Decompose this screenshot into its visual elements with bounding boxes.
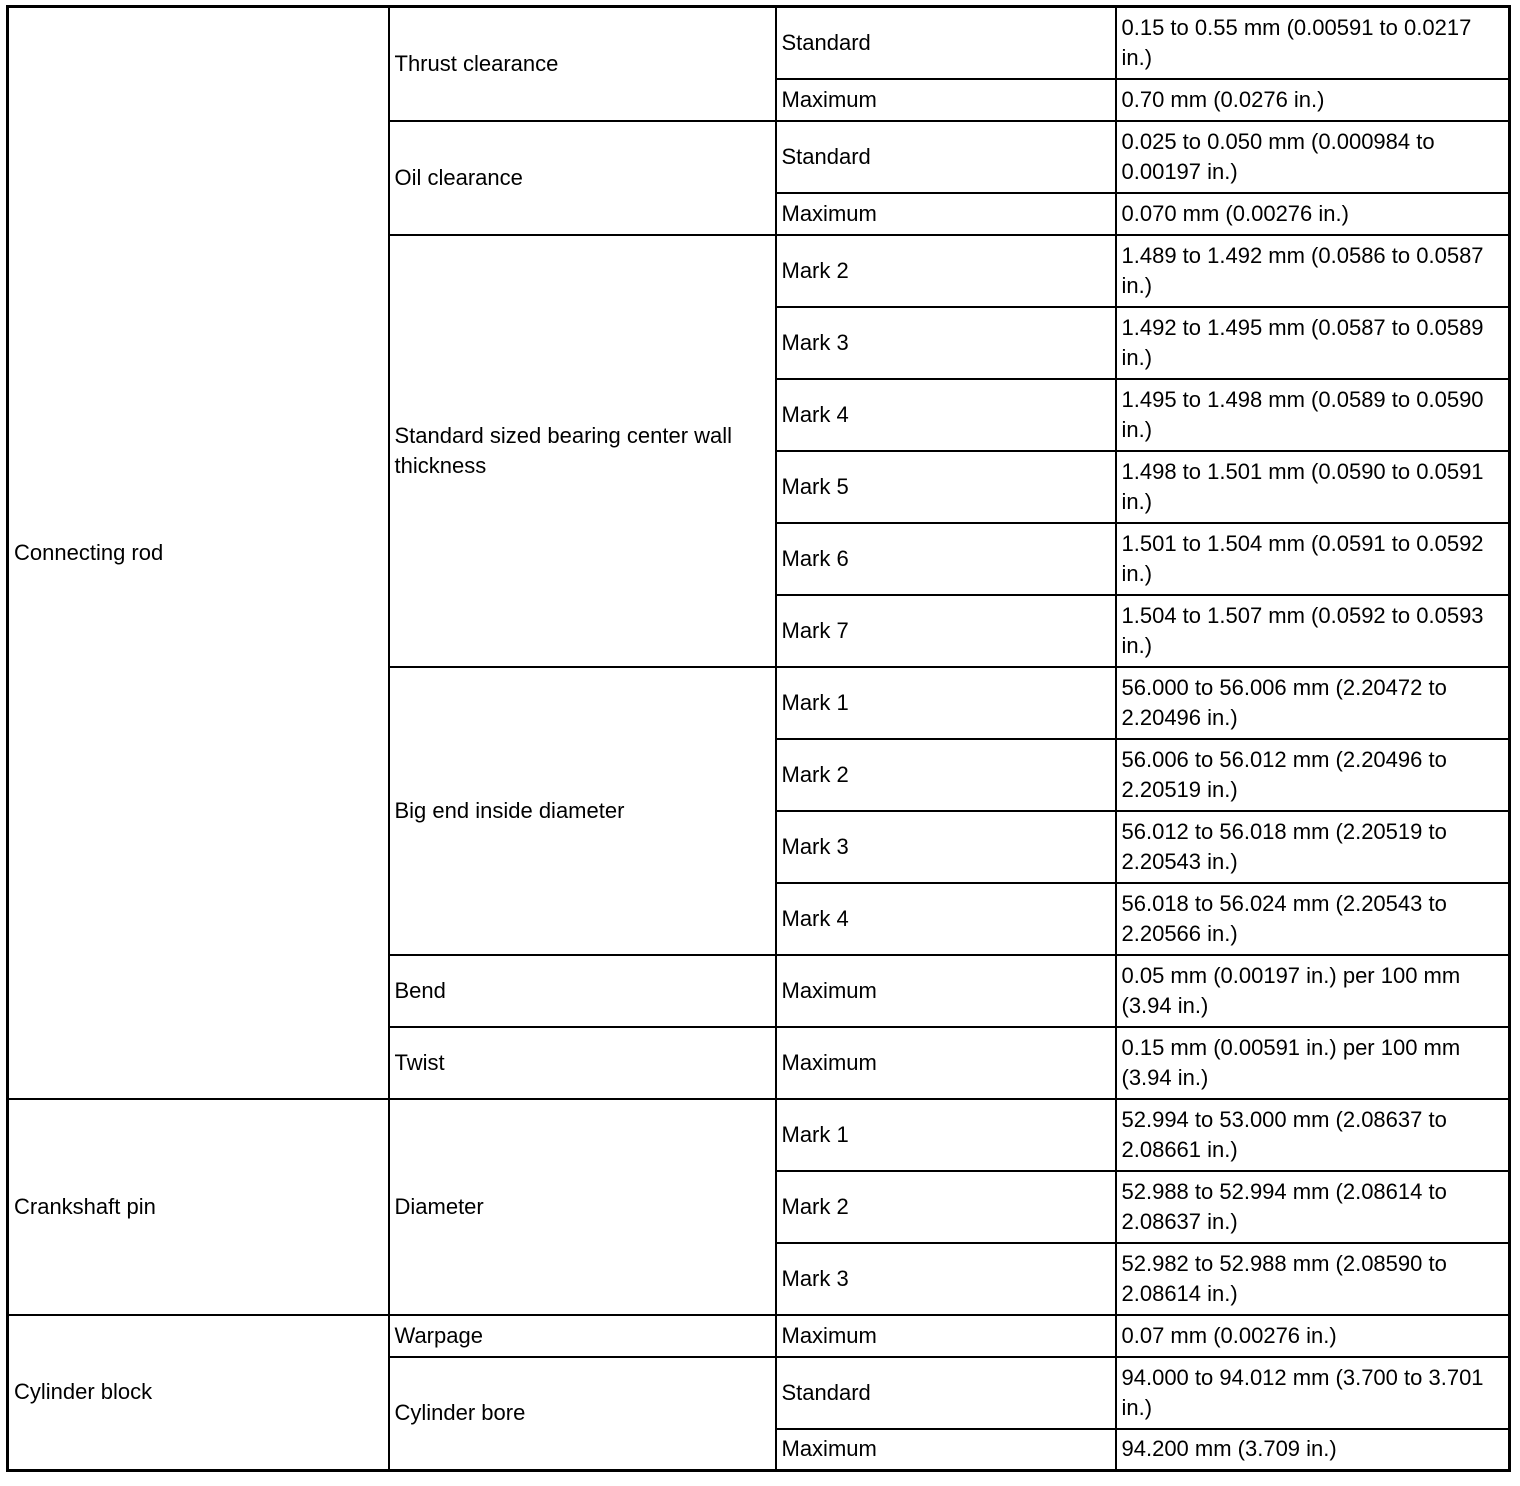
condition-cell: Mark 3 — [776, 1243, 1116, 1315]
component-cell: Connecting rod — [8, 7, 389, 1099]
condition-cell: Maximum — [776, 955, 1116, 1027]
condition-cell: Mark 3 — [776, 811, 1116, 883]
component-cell: Crankshaft pin — [8, 1099, 389, 1315]
item-cell: Thrust clearance — [389, 7, 776, 121]
component-cell: Cylinder block — [8, 1315, 389, 1471]
item-cell: Cylinder bore — [389, 1357, 776, 1471]
value-cell: 1.489 to 1.492 mm (0.0586 to 0.0587 in.) — [1116, 235, 1510, 307]
condition-cell: Standard — [776, 1357, 1116, 1429]
item-cell: Warpage — [389, 1315, 776, 1357]
condition-cell: Standard — [776, 121, 1116, 193]
value-cell: 0.70 mm (0.0276 in.) — [1116, 79, 1510, 121]
value-cell: 94.000 to 94.012 mm (3.700 to 3.701 in.) — [1116, 1357, 1510, 1429]
condition-cell: Mark 7 — [776, 595, 1116, 667]
item-cell: Twist — [389, 1027, 776, 1099]
value-cell: 56.018 to 56.024 mm (2.20543 to 2.20566 in.) — [1116, 883, 1510, 955]
value-cell: 0.070 mm (0.00276 in.) — [1116, 193, 1510, 235]
value-cell: 0.15 mm (0.00591 in.) per 100 mm (3.94 in.) — [1116, 1027, 1510, 1099]
condition-cell: Mark 5 — [776, 451, 1116, 523]
condition-cell: Mark 6 — [776, 523, 1116, 595]
condition-cell: Maximum — [776, 1429, 1116, 1471]
value-cell: 94.200 mm (3.709 in.) — [1116, 1429, 1510, 1471]
table-row — [8, 1099, 1510, 1171]
condition-cell: Maximum — [776, 79, 1116, 121]
item-cell: Diameter — [389, 1099, 776, 1315]
value-cell: 56.012 to 56.018 mm (2.20519 to 2.20543 in.) — [1116, 811, 1510, 883]
value-cell: 0.07 mm (0.00276 in.) — [1116, 1315, 1510, 1357]
value-cell: 52.994 to 53.000 mm (2.08637 to 2.08661 in.) — [1116, 1099, 1510, 1171]
condition-cell: Mark 2 — [776, 235, 1116, 307]
value-cell: 52.982 to 52.988 mm (2.08590 to 2.08614 in.) — [1116, 1243, 1510, 1315]
value-cell: 56.000 to 56.006 mm (2.20472 to 2.20496 in.) — [1116, 667, 1510, 739]
value-cell: 0.025 to 0.050 mm (0.000984 to 0.00197 in.) — [1116, 121, 1510, 193]
condition-cell: Standard — [776, 7, 1116, 79]
value-cell: 1.492 to 1.495 mm (0.0587 to 0.0589 in.) — [1116, 307, 1510, 379]
condition-cell: Mark 4 — [776, 379, 1116, 451]
specification-table-body — [8, 7, 1510, 1471]
value-cell: 1.501 to 1.504 mm (0.0591 to 0.0592 in.) — [1116, 523, 1510, 595]
condition-cell: Maximum — [776, 193, 1116, 235]
item-cell: Oil clearance — [389, 121, 776, 235]
condition-cell: Maximum — [776, 1027, 1116, 1099]
value-cell: 52.988 to 52.994 mm (2.08614 to 2.08637 in.) — [1116, 1171, 1510, 1243]
value-cell: 56.006 to 56.012 mm (2.20496 to 2.20519 in.) — [1116, 739, 1510, 811]
condition-cell: Mark 2 — [776, 1171, 1116, 1243]
condition-cell: Mark 2 — [776, 739, 1116, 811]
value-cell: 1.495 to 1.498 mm (0.0589 to 0.0590 in.) — [1116, 379, 1510, 451]
table-row — [8, 7, 1510, 79]
condition-cell: Mark 3 — [776, 307, 1116, 379]
table-row — [8, 1315, 1510, 1357]
specification-table — [6, 5, 1511, 1472]
item-cell: Bend — [389, 955, 776, 1027]
value-cell: 0.15 to 0.55 mm (0.00591 to 0.0217 in.) — [1116, 7, 1510, 79]
value-cell: 1.504 to 1.507 mm (0.0592 to 0.0593 in.) — [1116, 595, 1510, 667]
value-cell: 1.498 to 1.501 mm (0.0590 to 0.0591 in.) — [1116, 451, 1510, 523]
condition-cell: Mark 4 — [776, 883, 1116, 955]
item-cell: Big end inside diameter — [389, 667, 776, 955]
condition-cell: Maximum — [776, 1315, 1116, 1357]
condition-cell: Mark 1 — [776, 667, 1116, 739]
item-cell: Standard sized bearing center wall thickness — [389, 235, 776, 667]
condition-cell: Mark 1 — [776, 1099, 1116, 1171]
value-cell: 0.05 mm (0.00197 in.) per 100 mm (3.94 in.) — [1116, 955, 1510, 1027]
